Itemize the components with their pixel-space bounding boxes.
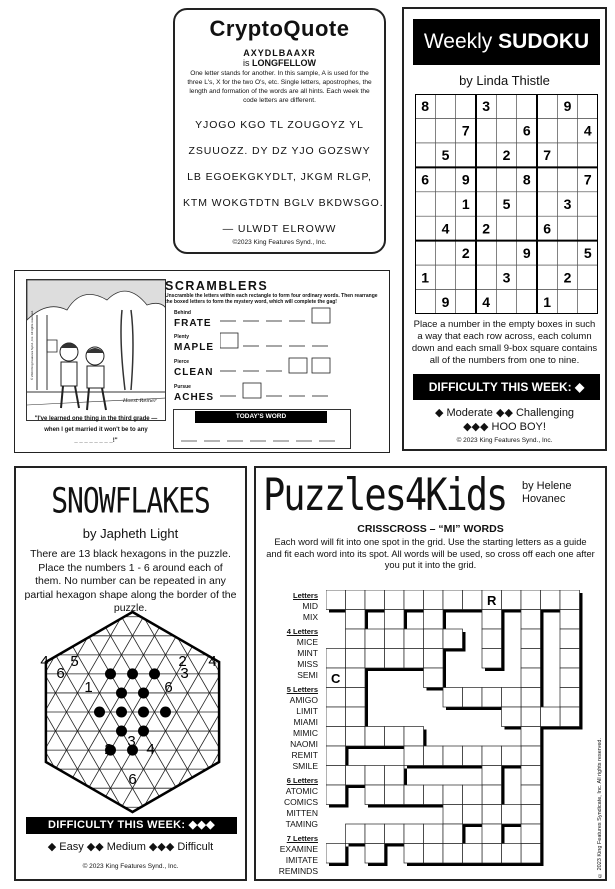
- todays-word-blanks[interactable]: [177, 433, 347, 445]
- crisscross-cell[interactable]: [502, 688, 522, 708]
- crisscross-cell[interactable]: [385, 727, 405, 747]
- crisscross-cell[interactable]: [482, 629, 502, 649]
- crisscross-cell[interactable]: [502, 805, 522, 825]
- crisscross-cell[interactable]: [424, 668, 444, 688]
- crisscross-word[interactable]: MID: [302, 601, 318, 611]
- scramble-word-2: MAPLE: [174, 342, 214, 353]
- crisscross-cell[interactable]: [560, 590, 580, 610]
- snowflakes-difficulty-bar: DIFFICULTY THIS WEEK: ◆◆◆: [26, 817, 237, 834]
- quote-line-1: YJOGO KGO TL ZOUGOYZ YL: [195, 119, 364, 131]
- crisscross-cell[interactable]: [326, 590, 346, 610]
- sudoku-given: 2: [563, 269, 572, 286]
- black-hexagon-dot: [127, 668, 138, 679]
- sudoku-given: 6: [522, 122, 531, 139]
- sudoku-given: 1: [421, 269, 430, 286]
- cartoon-image: [26, 279, 166, 421]
- clue-3: Pierce: [174, 359, 190, 365]
- sudoku-given: 9: [461, 171, 470, 188]
- snowflakes-panel: [14, 466, 247, 881]
- crisscross-cell[interactable]: [365, 649, 385, 669]
- crisscross-word[interactable]: MIMIC: [292, 728, 318, 738]
- crisscross-cell[interactable]: [482, 610, 502, 630]
- black-hexagon-dot: [116, 726, 127, 737]
- crisscross-cell[interactable]: [463, 590, 483, 610]
- puzzles4kids-side-credit: © 2023 King Features Syndicate, Inc. All rights reserved.: [597, 738, 603, 878]
- clue-2: Plenty: [174, 334, 190, 340]
- crisscross-cell[interactable]: [346, 766, 366, 786]
- sudoku-given: 9: [563, 98, 572, 115]
- todays-word-label: TODAY'S WORD: [195, 411, 327, 423]
- snowflake-given-number: 4: [40, 653, 49, 670]
- crisscross-cell[interactable]: [404, 727, 424, 747]
- crisscross-cell[interactable]: [404, 785, 424, 805]
- crisscross-cell[interactable]: [346, 610, 366, 630]
- sudoku-given: 6: [421, 171, 430, 188]
- snowflake-given-number: 2: [178, 653, 187, 670]
- crisscross-cell[interactable]: [424, 844, 444, 864]
- scramble-word-4: ACHES: [174, 392, 215, 403]
- given-letter-c: C: [331, 670, 341, 686]
- crisscross-cell[interactable]: [326, 649, 346, 669]
- sudoku-given: 6: [543, 220, 552, 237]
- sudoku-given: 4: [441, 220, 450, 237]
- sudoku-copyright: © 2023 King Features Synd., Inc.: [456, 437, 553, 444]
- sudoku-levels-2: ◆◆◆ HOO BOY!: [463, 421, 546, 433]
- crisscross-cell[interactable]: [385, 766, 405, 786]
- crisscross-word[interactable]: MICE: [296, 637, 318, 647]
- sudoku-instructions: Place a number in the empty boxes in such a way that each row across, each column down and each small 9-box square contains all of the numbers from one to nine.: [411, 319, 598, 366]
- crisscross-cell[interactable]: [502, 746, 522, 766]
- puzzles4kids-panel: [254, 466, 607, 881]
- sudoku-difficulty-bar: DIFFICULTY THIS WEEK: ◆: [413, 374, 600, 400]
- crisscross-cell[interactable]: [463, 785, 483, 805]
- scramblers-instructions: Unscramble the letters within each rectangle to form four ordinary words. Then rearrange the boxed letters to form the mystery word, which will complete the gag!: [165, 293, 378, 305]
- black-hexagon-dot: [94, 707, 105, 718]
- snowflake-given-number: 6: [128, 771, 137, 788]
- crisscross-cell[interactable]: [404, 844, 424, 864]
- crisscross-cell[interactable]: [404, 824, 424, 844]
- crisscross-cell[interactable]: [365, 629, 385, 649]
- crisscross-cell[interactable]: [521, 766, 541, 786]
- crisscross-cell[interactable]: [443, 824, 463, 844]
- crisscross-cell[interactable]: [346, 824, 366, 844]
- scramblers-panel: [14, 270, 390, 453]
- crisscross-cell[interactable]: [326, 844, 346, 864]
- quote-line-3: LB EGOEKGKYDLT, JKGM RLGP,: [187, 171, 372, 183]
- crisscross-cell[interactable]: [521, 668, 541, 688]
- cartoon-caption: "I've learned one thing in the third grade — when I get married it won't be to any _ _ _ _ _ _ _ _!": [34, 416, 158, 444]
- crisscross-word[interactable]: EXAMINE: [279, 844, 318, 854]
- scramble-circled-box[interactable]: [243, 383, 261, 398]
- cartoon-signature: Hoest-Reiner: [123, 398, 157, 404]
- crisscross-word[interactable]: REMINDS: [278, 866, 318, 876]
- scramble-circled-box[interactable]: [220, 333, 238, 348]
- sudoku-given: 2: [502, 147, 511, 164]
- crisscross-cell[interactable]: [404, 590, 424, 610]
- crisscross-cell[interactable]: [521, 590, 541, 610]
- word-group-heading: Letters: [292, 591, 318, 600]
- black-hexagon-dot: [160, 707, 171, 718]
- cryptoquote-explanation: One letter stands for another. In this sample, A is used for the three L's, X for the two O's, etc. Single letters, apostrophes, the length and formation of the words are all hints. Each week the code letters are different.: [187, 70, 372, 104]
- black-hexagon-dot: [116, 707, 127, 718]
- clue-1: Behind: [174, 310, 191, 316]
- crisscross-cell[interactable]: [521, 610, 541, 630]
- crisscross-word[interactable]: SEMI: [297, 670, 318, 680]
- crisscross-cell[interactable]: [404, 649, 424, 669]
- crisscross-cell[interactable]: [326, 766, 346, 786]
- crisscross-cell[interactable]: [521, 707, 541, 727]
- cartoon-side-credit: © 2023 King Features Synd., Inc. All rights reserved.: [30, 310, 34, 380]
- crisscross-cell[interactable]: [482, 785, 502, 805]
- sudoku-given: 2: [482, 220, 491, 237]
- crisscross-cell[interactable]: [346, 668, 366, 688]
- crisscross-word[interactable]: MITTEN: [286, 808, 318, 818]
- sudoku-given: 5: [502, 196, 511, 212]
- crisscross-cell[interactable]: [541, 590, 561, 610]
- cryptoquote-title: CryptoQuote: [209, 16, 350, 41]
- crisscross-cell[interactable]: [463, 805, 483, 825]
- crisscross-cell[interactable]: [502, 844, 522, 864]
- sudoku-given: 7: [461, 122, 470, 139]
- word-group-heading: 5 Letters: [286, 685, 318, 694]
- crisscross-cell[interactable]: [521, 688, 541, 708]
- crisscross-cell[interactable]: [463, 746, 483, 766]
- crisscross-cell[interactable]: [424, 649, 444, 669]
- snowflake-given-number: 5: [70, 653, 79, 670]
- snowflakes-title: SNOWFLAKES: [51, 479, 210, 522]
- crisscross-cell[interactable]: [560, 610, 580, 630]
- crisscross-cell[interactable]: [424, 785, 444, 805]
- crisscross-cell[interactable]: [482, 766, 502, 786]
- crisscross-cell[interactable]: [443, 746, 463, 766]
- snowflake-given-number: 4: [208, 653, 217, 670]
- scramble-answer-blanks[interactable]: [220, 307, 340, 419]
- sudoku-panel: [402, 7, 607, 451]
- sudoku-given: 4: [482, 293, 491, 310]
- sudoku-given: 8: [421, 98, 430, 115]
- given-letter-r: R: [487, 592, 497, 608]
- sudoku-given: 2: [461, 244, 470, 261]
- crisscross-subtitle: CRISSCROSS – “MI” WORDS: [357, 523, 504, 535]
- sudoku-given: 9: [522, 244, 531, 261]
- crisscross-cell[interactable]: [365, 785, 385, 805]
- crisscross-cell[interactable]: [365, 844, 385, 864]
- sudoku-given: 5: [441, 147, 450, 164]
- crisscross-cell[interactable]: [463, 688, 483, 708]
- crisscross-cell[interactable]: [521, 844, 541, 864]
- crisscross-cell[interactable]: [346, 727, 366, 747]
- crisscross-cell[interactable]: [424, 590, 444, 610]
- crisscross-cell[interactable]: [443, 785, 463, 805]
- cryptoquote-copyright: ©2023 King Features Synd., Inc.: [232, 239, 327, 246]
- crisscross-cell[interactable]: [346, 629, 366, 649]
- crisscross-cell[interactable]: [346, 590, 366, 610]
- black-hexagon-dot: [149, 668, 160, 679]
- cryptoquote-panel: [173, 8, 386, 254]
- sudoku-given: 9: [441, 293, 450, 310]
- sudoku-header: Weekly SUDOKU: [413, 19, 600, 65]
- sample-answer-line: is LONGFELLOW: [242, 58, 316, 68]
- crisscross-cell[interactable]: [502, 590, 522, 610]
- crisscross-word-list: [266, 590, 318, 877]
- snowflakes-copyright: © 2023 King Features Synd., Inc.: [82, 863, 179, 870]
- crisscross-cell[interactable]: [443, 688, 463, 708]
- sudoku-given: 4: [583, 122, 592, 139]
- crisscross-cell[interactable]: [346, 649, 366, 669]
- crisscross-cell[interactable]: [541, 707, 561, 727]
- crisscross-word[interactable]: SMILE: [292, 761, 318, 771]
- snowflake-given-number: 6: [56, 665, 65, 682]
- crisscross-cell[interactable]: [482, 824, 502, 844]
- crisscross-cell[interactable]: [521, 746, 541, 766]
- crisscross-cell[interactable]: [326, 727, 346, 747]
- crisscross-cell[interactable]: [521, 649, 541, 669]
- crisscross-cell[interactable]: [326, 707, 346, 727]
- crisscross-cell[interactable]: [326, 688, 346, 708]
- crisscross-cell[interactable]: [560, 668, 580, 688]
- snowflake-given-number: 3: [127, 733, 136, 750]
- crisscross-cell[interactable]: [560, 649, 580, 669]
- sudoku-given: 7: [583, 171, 592, 188]
- black-hexagon-dot: [116, 687, 127, 698]
- puzzles4kids-byline: by Helene Hovanec: [522, 480, 572, 505]
- sudoku-grid[interactable]: [415, 94, 598, 314]
- snowflakes-levels: ◆ Easy ◆◆ Medium ◆◆◆ Difficult: [47, 841, 214, 853]
- sudoku-given: 5: [583, 244, 592, 261]
- sudoku-byline: by Linda Thistle: [459, 73, 550, 88]
- crisscross-cell[interactable]: [560, 707, 580, 727]
- sudoku-given: 1: [543, 293, 552, 310]
- crisscross-cell[interactable]: [385, 824, 405, 844]
- snowflakes-byline: by Japheth Light: [82, 526, 179, 541]
- snowflake-given-number: 4: [146, 741, 155, 758]
- crisscross-cell[interactable]: [424, 610, 444, 630]
- crisscross-cell[interactable]: [482, 746, 502, 766]
- crisscross-cell[interactable]: [521, 629, 541, 649]
- snowflake-given-number: 3: [180, 665, 189, 682]
- sudoku-given: 8: [522, 171, 531, 188]
- crisscross-cell[interactable]: [424, 824, 444, 844]
- crisscross-cell[interactable]: [482, 688, 502, 708]
- crisscross-cell[interactable]: [560, 688, 580, 708]
- crisscross-word[interactable]: AMIGO: [289, 695, 318, 705]
- crisscross-cell[interactable]: [326, 746, 346, 766]
- crisscross-cell[interactable]: [385, 649, 405, 669]
- scramble-circled-box[interactable]: [312, 358, 330, 373]
- black-hexagon-dot: [138, 726, 149, 737]
- quote-author: — ULWDT ELROWW: [222, 223, 337, 235]
- crisscross-cell[interactable]: [424, 629, 444, 649]
- snowflake-given-number: 6: [164, 679, 173, 696]
- crisscross-word[interactable]: TAMING: [285, 819, 318, 829]
- puzzles4kids-logo: Puzzles4Kids: [263, 469, 507, 521]
- crisscross-cell[interactable]: [482, 649, 502, 669]
- scramble-word-1: FRATE: [174, 318, 212, 329]
- crisscross-cell[interactable]: [502, 707, 522, 727]
- crisscross-cell[interactable]: [365, 590, 385, 610]
- sudoku-given: 3: [563, 196, 572, 212]
- crisscross-cell[interactable]: [385, 610, 405, 630]
- crisscross-cell[interactable]: [365, 766, 385, 786]
- crisscross-cell[interactable]: [521, 727, 541, 747]
- word-group-heading: 4 Letters: [286, 627, 318, 636]
- crisscross-cell[interactable]: [404, 746, 424, 766]
- crisscross-cell[interactable]: [346, 688, 366, 708]
- sudoku-given: 3: [482, 98, 491, 115]
- crisscross-cell[interactable]: [463, 844, 483, 864]
- crisscross-cell[interactable]: [443, 629, 463, 649]
- crisscross-cell[interactable]: [521, 785, 541, 805]
- crisscross-cell[interactable]: [365, 727, 385, 747]
- crisscross-cell[interactable]: [385, 629, 405, 649]
- crisscross-cell[interactable]: [482, 805, 502, 825]
- black-hexagon-dot: [138, 687, 149, 698]
- sample-code: AXYDLBAAXR: [243, 48, 316, 58]
- crisscross-cell[interactable]: [365, 824, 385, 844]
- crisscross-cell[interactable]: [326, 785, 346, 805]
- crisscross-word[interactable]: LIMIT: [296, 706, 318, 716]
- crisscross-word[interactable]: ATOMIC: [285, 786, 318, 796]
- sudoku-levels-1: ◆ Moderate ◆◆ Challenging: [434, 407, 575, 419]
- scramble-circled-box[interactable]: [312, 308, 330, 323]
- snowflakes-grid[interactable]: [26, 608, 239, 818]
- crisscross-cell[interactable]: [443, 590, 463, 610]
- snowflakes-instructions: There are 13 black hexagons in the puzzle. Place the numbers 1 - 6 around each of them. No number can be repeated in any partial hexagon shape along the border of the puzzle.: [24, 548, 237, 614]
- quote-line-4: KTM WOKGTDTN BGLV BKDWSGO.: [183, 197, 384, 209]
- word-group-heading: 7 Letters: [286, 834, 318, 843]
- clue-4: Pursue: [174, 384, 191, 390]
- crisscross-cell[interactable]: [521, 824, 541, 844]
- crisscross-word[interactable]: IMITATE: [285, 855, 318, 865]
- crisscross-word[interactable]: MISS: [297, 659, 318, 669]
- black-hexagon-dot: [138, 707, 149, 718]
- crisscross-cell[interactable]: [404, 629, 424, 649]
- snowflake-given-number: 1: [84, 679, 93, 696]
- crisscross-cell[interactable]: [521, 805, 541, 825]
- sudoku-given: 7: [543, 147, 552, 164]
- snowflake-given-number: 2: [104, 741, 113, 758]
- crisscross-cell[interactable]: [346, 707, 366, 727]
- black-hexagon-dot: [105, 668, 116, 679]
- scramble-word-3: CLEAN: [174, 367, 214, 378]
- sudoku-given: 3: [502, 269, 511, 286]
- crisscross-word[interactable]: COMICS: [284, 797, 318, 807]
- crisscross-word[interactable]: REMIT: [291, 750, 318, 760]
- crisscross-cell[interactable]: [443, 805, 463, 825]
- word-group-heading: 6 Letters: [286, 776, 318, 785]
- crisscross-word[interactable]: NAOMI: [290, 739, 318, 749]
- crisscross-word[interactable]: MIAMI: [293, 717, 318, 727]
- crisscross-word[interactable]: MINT: [297, 648, 318, 658]
- scramblers-title: SCRAMBLERS: [165, 279, 269, 293]
- crisscross-cell[interactable]: [385, 785, 405, 805]
- crisscross-cell[interactable]: [482, 844, 502, 864]
- crisscross-cell[interactable]: [424, 746, 444, 766]
- quote-line-2: ZSUUOZZ. DY DZ YJO GOZSWY: [188, 145, 371, 157]
- sudoku-given: 1: [461, 196, 470, 212]
- crisscross-word[interactable]: MIX: [302, 612, 318, 622]
- crisscross-grid[interactable]: [326, 590, 594, 875]
- crisscross-cell[interactable]: [443, 844, 463, 864]
- crisscross-cell[interactable]: [560, 629, 580, 649]
- crisscross-cell[interactable]: [385, 590, 405, 610]
- crisscross-instructions: Each word will fit into one spot in the grid. Use the starting letters as a guide and fit each word into its spot. All words will be used, so cross off each one after you put it into the grid.: [266, 537, 595, 570]
- scramble-circled-box[interactable]: [289, 358, 307, 373]
